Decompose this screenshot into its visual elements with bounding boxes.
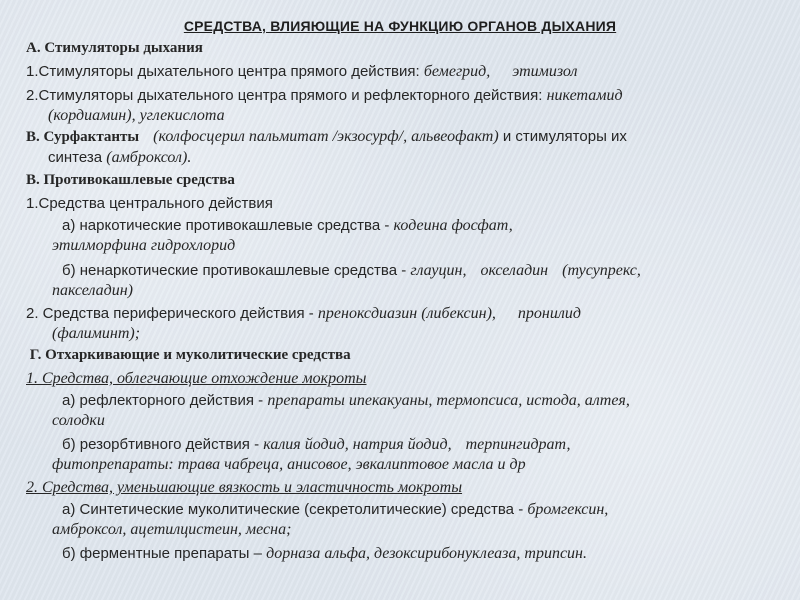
section-v-b-drug1: глауцин,	[410, 262, 467, 279]
section-v-heading: В. Противокашлевые средства	[26, 172, 235, 188]
section-a-item2-text: 2.Стимуляторы дыхательного центра прямого и рефлекторного действия:	[26, 87, 547, 104]
section-v-item2-drug2: пронилид	[517, 305, 581, 322]
section-g-a-cont: солодки	[52, 412, 105, 429]
section-v-item2	[26, 305, 581, 323]
section-v-b-cont: пакселадин)	[52, 282, 133, 299]
section-v-a-text: а) наркотические противокашлевые средства -	[62, 217, 394, 234]
section-v-b	[62, 262, 641, 280]
section-a-item1-drug2: этимизол	[512, 63, 578, 80]
section-g-d-text: б) ферментные препараты –	[62, 545, 267, 562]
section-v-b-drug2: окселадин	[480, 262, 549, 279]
slide-title: СРЕДСТВА, ВЛИЯЮЩИЕ НА ФУНКЦИЮ ОРГАНОВ ДЫХАНИЯ	[183, 18, 617, 34]
section-g-item2: 2. Средства, уменьшающие вязкость и эластичность мокроты	[26, 479, 463, 496]
section-g-d	[62, 545, 587, 563]
section-b-heading: В. Сурфактанты	[26, 129, 140, 145]
section-a-item1	[26, 63, 578, 81]
section-g-c	[62, 501, 608, 519]
section-v-a	[62, 217, 513, 235]
section-b-cont	[48, 149, 191, 167]
section-a-item2-drug: никетамид	[546, 87, 623, 104]
section-a-heading: А. Стимуляторы дыхания	[26, 40, 203, 56]
section-b-cont-text: синтеза	[48, 149, 107, 166]
section-g-b-text: б) резорбтивного действия -	[62, 436, 264, 453]
section-v-a-cont: этилморфина гидрохлорид	[52, 237, 236, 254]
section-g-b	[62, 436, 571, 454]
section-g-c-drug: бромгексин,	[527, 501, 609, 518]
section-v-item2-drug1: преноксдиазин (либексин),	[317, 305, 496, 322]
section-b-drugs: (колфосцерил пальмитат /экзосурф/, альвеофакт)	[153, 128, 499, 145]
section-a-item2	[26, 87, 623, 105]
section-v-item2-text: 2. Средства периферического действия -	[26, 305, 318, 322]
section-v-item2-cont: (фалиминт);	[52, 325, 141, 342]
section-g-d-drugs: дорназа альфа, дезоксирибонуклеаза, трипсин.	[266, 545, 587, 562]
section-g-c-cont: амброксол, ацетилцистеин, месна;	[52, 521, 292, 538]
section-b-cont-drug: (амброксол).	[106, 149, 192, 166]
section-v-b-drug3: (тусупрекс,	[562, 262, 641, 279]
section-g-c-text: а) Синтетические муколитические (секретолитические) средства -	[62, 501, 528, 518]
section-g-a-drugs: препараты ипекакуаны, термопсиса, истода, алтея,	[267, 392, 630, 409]
section-g-item1: 1. Средства, облегчающие отхождение мокроты	[26, 370, 367, 387]
section-v-a-drug: кодеина фосфат,	[393, 217, 513, 234]
section-g-a-text: а) рефлекторного действия -	[62, 392, 268, 409]
section-a-item1-text: 1.Стимуляторы дыхательного центра прямого действия:	[26, 63, 424, 80]
section-v-item1: 1.Средства центрального действия	[26, 195, 273, 212]
section-g-b-drugs1: калия йодид, натрия йодид,	[263, 436, 452, 453]
section-g-a	[62, 392, 630, 410]
section-g-b-drugs2: терпингидрат,	[465, 436, 571, 453]
section-g-heading: Г. Отхаркивающие и муколитические средства	[26, 347, 351, 363]
section-v-b-text: б) ненаркотические противокашлевые средства -	[62, 262, 411, 279]
section-a-item2-cont: (кордиамин), углекислота	[48, 107, 225, 124]
section-b-line	[26, 128, 627, 146]
section-b-text-after: и стимуляторы их	[498, 128, 627, 145]
section-g-b-cont: фитопрепараты: трава чабреца, анисовое, эвкалиптовое масла и др	[52, 456, 526, 473]
section-a-item1-drug1: бемегрид,	[423, 63, 491, 80]
